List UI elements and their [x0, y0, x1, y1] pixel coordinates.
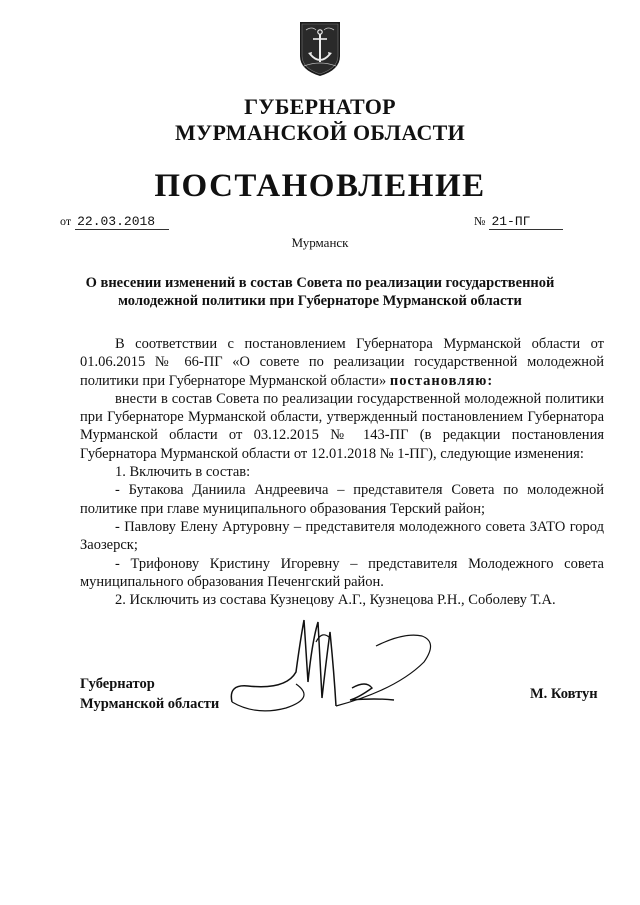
paragraph-preamble: [80, 335, 604, 390]
signatory-title-line1: Губернатор: [80, 676, 155, 692]
document-body: [80, 335, 604, 609]
signatory-name: М. Ковтун: [530, 686, 598, 702]
coat-of-arms-icon: [298, 20, 342, 78]
number-prefix: №: [474, 214, 486, 228]
person-3: - Трифонову Кристину Игоревну – представителя Молодежного совета муниципального образования Печенгский район.: [80, 555, 604, 590]
item-2: 2. Исключить из состава Кузнецову А.Г., Кузнецова Р.Н., Соболеву Т.А.: [115, 592, 556, 609]
subject-line2: молодежной политики при Губернаторе Мурманской области: [118, 293, 522, 309]
number-field: [474, 214, 563, 230]
handwritten-signature: [226, 612, 446, 722]
signatory-title: [80, 674, 219, 714]
issuer-title-line1: ГУБЕРНАТОР: [244, 94, 396, 119]
date-value: 22.03.2018: [75, 214, 169, 230]
number-value: 21-ПГ: [489, 214, 563, 230]
city: Мурманск: [291, 235, 349, 250]
issuer-title-line2: МУРМАНСКОЙ ОБЛАСТИ: [174, 120, 466, 145]
person-1: - Бутакова Даниила Андреевича – представителя Совета по молодежной политике при главе муниципального образования Терский район;: [80, 482, 604, 517]
paragraph-amendment: внести в состав Совета по реализации государственной молодежной политики при Губернаторе Мурманской области, утвержденный постановлением Губернатора Мурманской области от 03.12.2015 № 143-ПГ (в редакции постановления Губернатора Мурманской области от 12.01.2018 № 1-ПГ), следующие изменения:: [80, 390, 604, 462]
date-field: [60, 214, 169, 230]
preamble-text: В соответствии с постановлением Губернатора Мурманской области от 01.06.2015 № 66-ПГ «О совете по реализации государственной молодежной политики при Губернаторе Мурманской области»: [80, 336, 604, 389]
date-prefix: от: [60, 214, 72, 228]
signatory-title-line2: Мурманской области: [80, 696, 220, 712]
document-type: ПОСТАНОВЛЕНИЕ: [154, 168, 486, 204]
resolve-keyword: постановляю:: [389, 372, 494, 389]
subject-line1: О внесении изменений в состав Совета по реализации государственной: [85, 275, 555, 291]
document-subject: [70, 274, 570, 310]
item-1: 1. Включить в состав:: [115, 464, 251, 481]
person-2: - Павлову Елену Артуровну – представителя молодежного совета ЗАТО город Заозерск;: [80, 518, 604, 554]
